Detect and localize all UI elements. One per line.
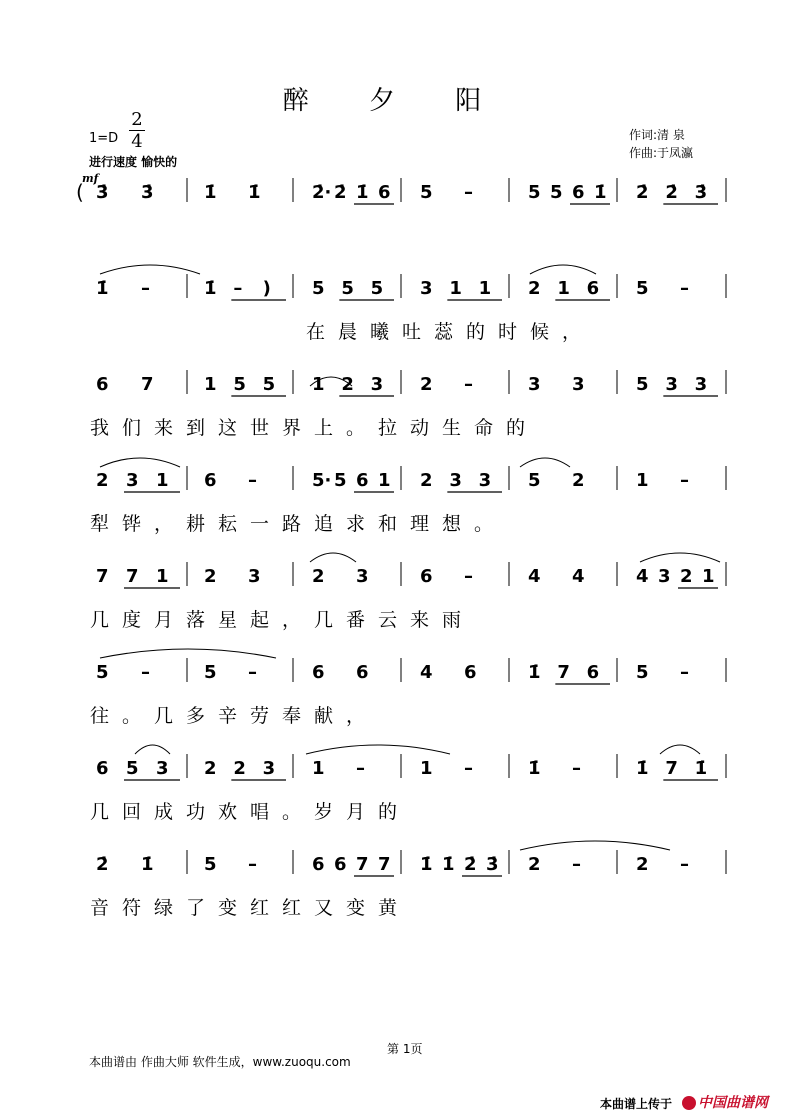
note: 3 [248,566,261,587]
lyric-char: 岁 [314,801,334,823]
lyric-char: 献 [314,705,334,727]
note: 7 [665,758,678,779]
lyric-char: 吐 [402,321,422,343]
note: 2̇ [464,854,477,875]
note: 3̇ [486,854,499,875]
lyric-char: 到 [186,417,206,439]
lyric-char: 命 [474,417,494,439]
note: 2 [312,566,325,587]
note: 2 [528,854,541,875]
song-title: 醉 夕 阳 [282,86,508,116]
note: 1 [478,278,492,299]
note: 2 [572,470,585,491]
slur [530,265,596,274]
note: 6 [356,470,369,491]
slur [660,745,700,754]
lyric-char: 符 [122,897,142,919]
note: 6 [464,662,477,683]
note: 1̇ [96,278,109,299]
note: 1 [557,278,570,299]
lyric-char: 黄 [378,897,398,919]
note: – [680,470,689,491]
lyric-char: ， [346,705,366,727]
lyric-char: 理 [410,513,430,535]
lyric-char: 月 [154,609,174,631]
lyric-char: 成 [154,801,174,823]
note: 3̇ [96,182,109,203]
slur [310,553,356,562]
lyric-char: 往 [90,705,110,727]
lyric-char: 们 [122,417,142,439]
lyric-char: 雨 [442,609,462,631]
note: 3̇ [141,182,154,203]
note: 1̇ [420,854,433,875]
lyric-char: 的 [378,801,398,823]
lyric-char: 晨 [338,321,358,343]
note: 5 [204,662,217,683]
lyric-char: 。 [474,513,494,535]
note: 4 [572,566,585,587]
note: – [680,278,689,299]
note: 5 [334,470,347,491]
note: 5 [636,662,649,683]
lyric-char: 生 [442,417,462,439]
logo-icon [682,1096,696,1110]
slur [520,458,570,467]
lyric-char: 星 [218,609,238,631]
note: 5 [312,278,325,299]
lyric-char: 想 [442,513,462,535]
lyric-char: 几 [154,705,174,727]
note: – [248,470,257,491]
note: 1̇ [248,182,261,203]
note: 7 [356,854,369,875]
note: 3 [262,758,276,779]
note: 3 [665,374,678,395]
note: 7 [126,566,139,587]
note: 5 [233,374,246,395]
lyric-char: 落 [186,609,206,631]
note: 7 [378,854,391,875]
lyric-char: 番 [346,609,366,631]
note: 3 [528,374,541,395]
note: 2 [636,854,649,875]
lyric-char: 在 [306,321,326,343]
note: 1̇ [694,758,708,779]
note: 4 [528,566,541,587]
note: 5 [636,278,649,299]
lyric-char: 辛 [218,705,238,727]
note: 5 [262,374,276,395]
note: 5 [636,374,649,395]
note: 1 [702,566,715,587]
note: 3 [694,374,708,395]
note: 1̇ [594,182,607,203]
note: 6 [96,374,109,395]
lyric-char: 几 [314,609,334,631]
note: 2 [204,566,217,587]
lyric-char: 的 [506,417,526,439]
note: 2̇ [334,182,347,203]
note: 3 [370,374,384,395]
lyric-char: 又 [314,897,334,919]
lyric-char: 动 [410,417,430,439]
lyric-char: 几 [90,609,110,631]
note: 3 [449,470,462,491]
slur [640,553,720,562]
open-paren: ( [76,180,84,204]
lyric-char: 几 [90,801,110,823]
note: 2 [680,566,693,587]
note: 6 [586,662,600,683]
note: 1̇ [528,758,541,779]
note: – [464,758,473,779]
lyric-char: 犁 [90,513,110,535]
lyric-char: 度 [122,609,142,631]
upload-credit: 本曲谱上传于 [600,1097,673,1111]
note: 5 [96,662,109,683]
note: 5 [550,182,563,203]
note: 6 [586,278,600,299]
slur [100,458,180,467]
lyric-char: 和 [378,513,398,535]
note: – [141,278,150,299]
note: 2̇· [312,182,332,203]
lyric-char: 候 [530,321,550,343]
key-signature: 1=D [89,131,119,146]
lyric-char: 一 [250,513,270,535]
lyric-char: 来 [410,609,430,631]
note: 6 [420,566,433,587]
note: 5 [341,278,354,299]
note: 2̇ [665,182,678,203]
lyric-char: 曦 [370,321,390,343]
note: 2 [420,470,433,491]
lyric-char: 求 [346,513,366,535]
note: – [141,662,150,683]
lyric-char: 红 [282,897,302,919]
composer: 作曲:于凤瀛 [629,146,694,160]
note: – [233,278,243,299]
note: 2 [528,278,541,299]
note: 4 [420,662,433,683]
lyric-char: 时 [498,321,518,343]
note: 2 [341,374,354,395]
note: 6 [572,182,585,203]
lyric-char: 来 [154,417,174,439]
note: 1 [156,470,169,491]
note: 6 [378,182,391,203]
slur [306,745,450,754]
note: 2 [96,470,109,491]
lyric-char: 世 [250,417,270,439]
note: 7 [557,662,570,683]
note: 1 [312,374,325,395]
lyric-char: 追 [314,513,334,535]
note: – [680,662,689,683]
note: 5 [126,758,139,779]
note: 1 [312,758,325,779]
note: – [680,854,689,875]
lyric-char: 变 [346,897,366,919]
note: – [572,854,581,875]
note: 5 [528,182,541,203]
time-top: 2 [131,109,143,130]
lyric-char: 奉 [282,705,302,727]
note: – [464,566,473,587]
page-number: 第 1页 [387,1042,423,1056]
lyric-char: 欢 [218,801,238,823]
note: 2 [204,758,217,779]
time-bottom: 4 [131,131,143,152]
lyric-char: 耘 [218,513,238,535]
lyric-char: 蕊 [434,321,454,343]
note: 6 [356,662,369,683]
note: 3 [420,278,433,299]
lyric-char: 劳 [250,705,270,727]
note: 6 [96,758,109,779]
slur [100,649,276,658]
lyric-char: 。 [346,417,366,439]
note: 1̇ [356,182,369,203]
note: 1̇ [141,854,154,875]
lyric-char: ， [154,513,174,535]
note: – [248,854,257,875]
note: 5 [204,854,217,875]
note: 6 [334,854,347,875]
lyric-char: 上 [314,417,334,439]
note: 5 [370,278,384,299]
note: 5 [420,182,433,203]
note: 2 [233,758,246,779]
note: 5· [312,470,332,491]
lyric-char: 唱 [250,801,270,823]
note: 5 [528,470,541,491]
generator-credit: 本曲谱由 作曲大师 软件生成，www.zuoqu.com [89,1055,351,1069]
note: 2̇ [636,182,649,203]
lyric-char: 拉 [378,417,398,439]
note: – [464,182,473,203]
lyricist: 作词:清 泉 [629,128,685,142]
lyric-char: 我 [90,417,110,439]
note: 4 [636,566,649,587]
note: 3 [126,470,139,491]
note: 3 [572,374,585,395]
lyric-char: 铧 [122,513,142,535]
note: 1 [636,470,649,491]
note: 3 [156,758,169,779]
lyric-char: 变 [218,897,238,919]
lyric-char: 。 [282,801,302,823]
note: 7 [96,566,109,587]
note: 1 [204,374,217,395]
note: 1̇ [636,758,649,779]
note: 1 [449,278,462,299]
note: 3 [478,470,492,491]
lyric-char: 云 [378,609,398,631]
slur [135,745,170,754]
note: 1̇ [204,278,217,299]
note: 1̇ [442,854,455,875]
slur [520,841,670,850]
lyric-char: 回 [122,801,142,823]
note: 1̇ [528,662,541,683]
note: 2 [420,374,433,395]
lyric-char: 路 [282,513,302,535]
lyric-char: ， [562,321,582,343]
note: 3 [658,566,671,587]
note: 7 [141,374,154,395]
note: 1 [420,758,433,779]
note: – [572,758,581,779]
note: – [356,758,365,779]
lyric-char: 音 [90,897,110,919]
tempo-marking: 进行速度 愉快的 [89,155,178,169]
site-logo: 中国曲谱网 [682,1092,768,1112]
note: ) [262,278,271,299]
lyric-char: 功 [186,801,206,823]
note: 3̇ [694,182,708,203]
lyric-char: ， [282,609,302,631]
lyric-char: 这 [218,417,238,439]
note: 6 [312,662,325,683]
lyric-char: 起 [250,609,270,631]
lyric-char: 月 [346,801,366,823]
lyric-char: 。 [122,705,142,727]
slur [100,265,200,274]
lyric-char: 界 [282,417,302,439]
note: 6 [204,470,217,491]
lyric-char: 耕 [186,513,206,535]
note: 6 [312,854,325,875]
lyric-char: 多 [186,705,206,727]
dynamic-mark: mf [82,172,99,185]
lyric-char: 红 [250,897,270,919]
lyric-char: 的 [466,321,486,343]
note: 1̇ [204,182,217,203]
note: – [248,662,257,683]
note: 2̇ [96,854,109,875]
note: 1 [378,470,391,491]
lyric-char: 了 [186,897,206,919]
note: 3 [356,566,369,587]
lyric-char: 绿 [154,897,174,919]
note: 1 [156,566,169,587]
note: – [464,374,473,395]
